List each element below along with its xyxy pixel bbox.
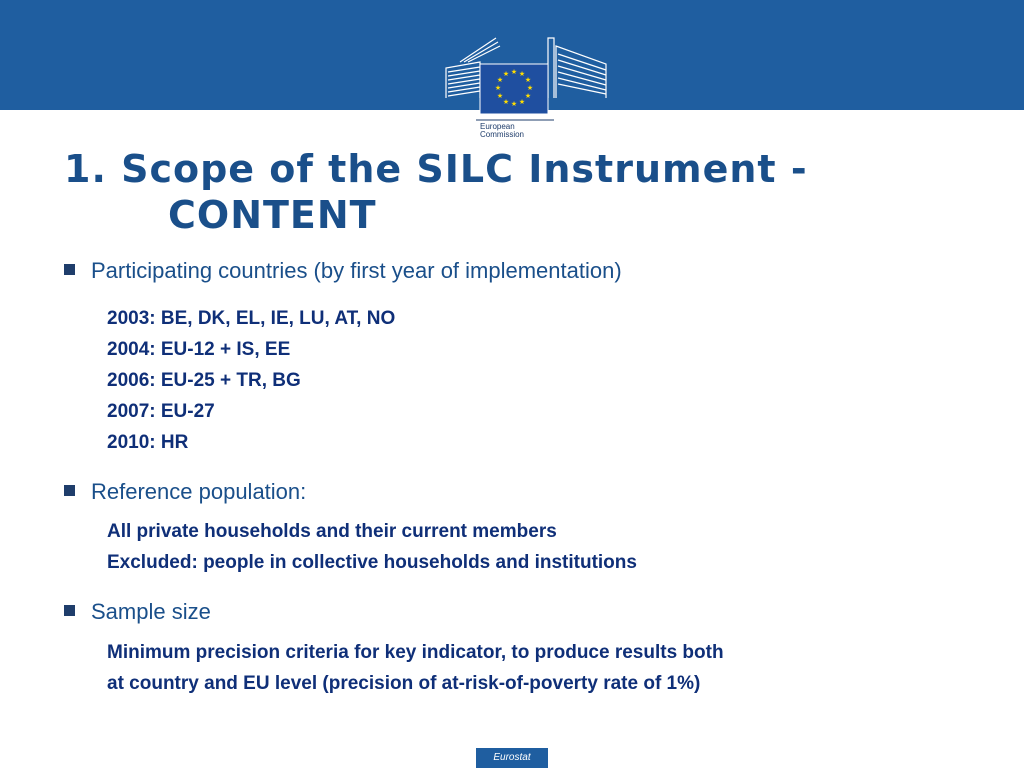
svg-text:★: ★ <box>524 76 532 84</box>
svg-text:★: ★ <box>496 76 504 84</box>
logo-text-commission: Commission <box>480 130 525 139</box>
svg-text:★: ★ <box>518 70 526 78</box>
list-item: 2007: EU-27 <box>107 401 215 422</box>
svg-text:★: ★ <box>502 98 510 106</box>
reference-population-details <box>107 516 637 578</box>
sample-size-details <box>107 637 724 699</box>
logo-text-european: European <box>480 122 515 131</box>
list-item: at country and EU level (precision of at-risk-of-poverty rate of 1%) <box>107 673 701 694</box>
countries-list <box>107 303 395 458</box>
list-item: All private households and their current members <box>107 521 557 542</box>
bullet-square-icon <box>64 605 75 616</box>
bullet-square-icon <box>64 485 75 496</box>
svg-text:★: ★ <box>510 100 518 108</box>
eurostat-badge: Eurostat <box>476 748 548 768</box>
list-item: 2006: EU-25 + TR, BG <box>107 370 301 391</box>
title-line-2: CONTENT <box>168 193 377 237</box>
bullet-label: Reference population: <box>91 479 307 504</box>
slide-title <box>64 146 808 238</box>
bullet-square-icon <box>64 264 75 275</box>
svg-text:★: ★ <box>526 84 534 92</box>
svg-text:★: ★ <box>502 70 510 78</box>
bullet-label: Sample size <box>91 599 211 624</box>
svg-text:★: ★ <box>518 98 526 106</box>
svg-text:★: ★ <box>524 92 532 100</box>
svg-text:★: ★ <box>494 84 502 92</box>
list-item: 2004: EU-12 + IS, EE <box>107 339 291 360</box>
bullet-sample-size <box>64 599 211 625</box>
svg-text:★: ★ <box>496 92 504 100</box>
title-line-1: 1. Scope of the SILC Instrument - <box>64 147 808 191</box>
list-item: 2003: BE, DK, EL, IE, LU, AT, NO <box>107 308 396 329</box>
bullet-reference-population <box>64 479 306 505</box>
svg-text:★: ★ <box>510 68 518 76</box>
bullet-label: Participating countries (by first year of implementation) <box>91 258 622 283</box>
list-item: Excluded: people in collective households and institutions <box>107 552 637 573</box>
list-item: 2010: HR <box>107 432 189 453</box>
list-item: Minimum precision criteria for key indicator, to produce results both <box>107 642 724 663</box>
bullet-participating-countries <box>64 258 622 284</box>
